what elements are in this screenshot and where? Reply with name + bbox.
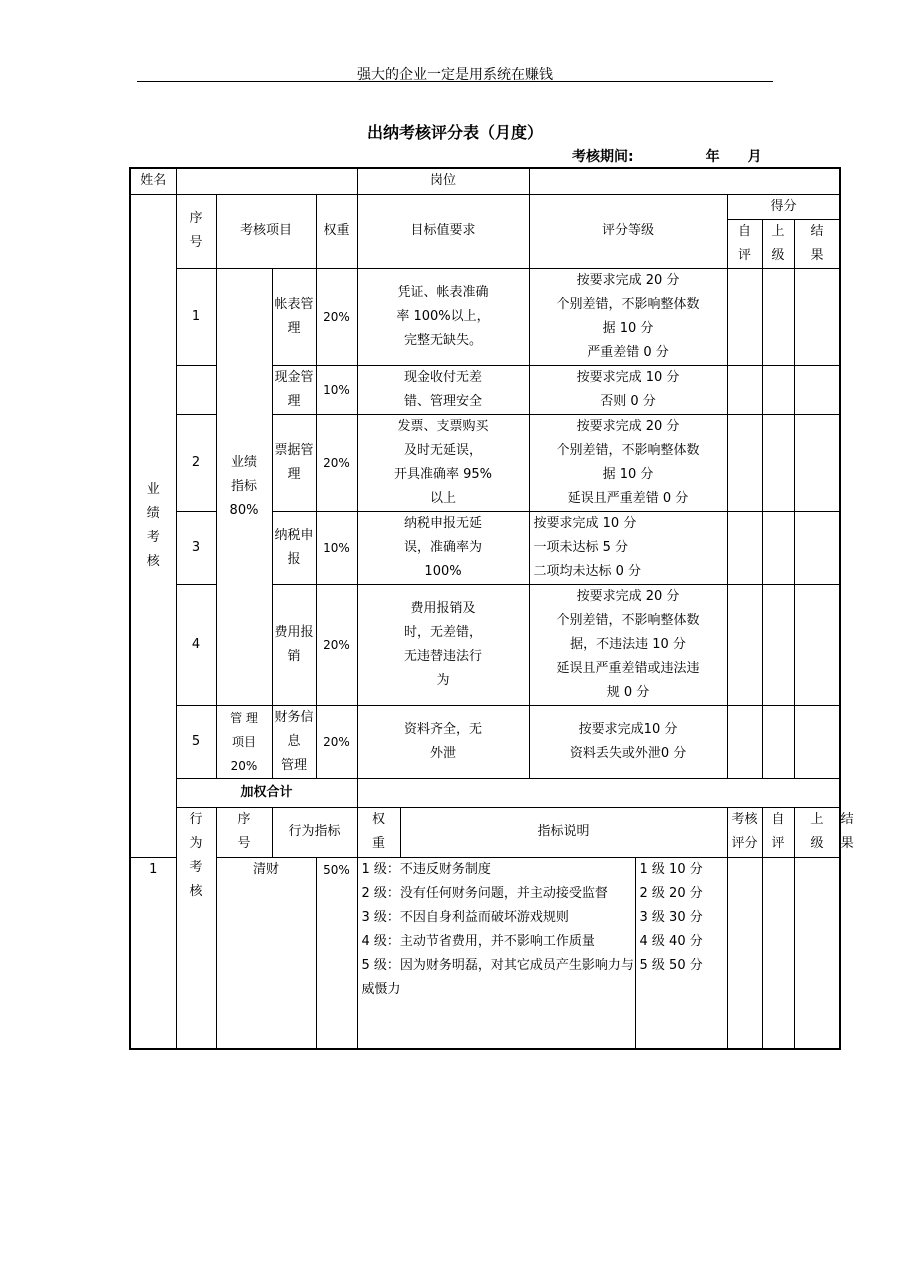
header-rule: [137, 81, 773, 82]
perf-row-self-score[interactable]: [727, 584, 762, 705]
perf-row-no: 2: [176, 414, 216, 511]
name-field[interactable]: [176, 168, 357, 194]
behavior-header-indicator: 行为指标: [272, 807, 357, 857]
period-year: 年: [705, 149, 720, 165]
perf-row-item: 现金管理: [272, 365, 316, 414]
behavior-row-superior-score[interactable]: [762, 857, 794, 1049]
behavior-row-weight: 50%: [316, 857, 357, 1049]
perf-header-result: 结 果: [794, 219, 840, 268]
perf-row-weight: 20%: [316, 584, 357, 705]
perf-row-superior-score[interactable]: [762, 414, 794, 511]
perf-row-weight: 10%: [316, 511, 357, 584]
perf-row-no: 1: [176, 268, 216, 365]
perf-row-result[interactable]: [794, 268, 840, 365]
perf-row-self-score[interactable]: [727, 268, 762, 365]
perf-row-weight: 20%: [316, 705, 357, 778]
behavior-section-label: 行 为 考 核: [176, 807, 216, 1049]
behavior-row-indicator: 清财: [216, 857, 316, 1049]
perf-row-grade: 按要求完成 10 分 一项未达标 5 分 二项均未达标 0 分: [529, 511, 727, 584]
perf-row-superior-score[interactable]: [762, 511, 794, 584]
perf-row-target: 发票、支票购买 及时无延误， 开具准确率 95% 以上: [357, 414, 529, 511]
perf-row-result[interactable]: [794, 365, 840, 414]
page-title: 出纳考核评分表（月度）: [366, 123, 543, 142]
perf-row-superior-score[interactable]: [762, 365, 794, 414]
behavior-row-result[interactable]: [794, 857, 840, 1049]
perf-row-self-score[interactable]: [727, 414, 762, 511]
behavior-header-desc: 指标说明: [400, 807, 727, 857]
perf-row-item: 票据管理: [272, 414, 316, 511]
perf-row-no: [176, 365, 216, 414]
perf-header-no: 序 号: [176, 194, 216, 268]
post-label: 岗位: [357, 168, 529, 194]
behavior-header-superior: 上 级: [794, 807, 840, 857]
perf-row-weight: 10%: [316, 365, 357, 414]
perf-header-item: 考核项目: [216, 194, 316, 268]
perf-row-item: 帐表管理: [272, 268, 316, 365]
perf-row-grade: 按要求完成10 分 资料丢失或外泄0 分: [529, 705, 727, 778]
perf-group-label: 业绩 指标 80%: [216, 268, 272, 705]
mgmt-group-label: 管 理 项目 20%: [216, 705, 272, 778]
behavior-header-score: 考核评分: [727, 807, 762, 857]
behavior-header-weight: 权 重: [357, 807, 400, 857]
perf-row-superior-score[interactable]: [762, 705, 794, 778]
perf-header-target: 目标值要求: [357, 194, 529, 268]
period-label: 考核期间:: [572, 149, 634, 165]
post-field[interactable]: [529, 168, 840, 194]
perf-header-superior: 上 级: [762, 219, 794, 268]
perf-section-label: 业 绩 考 核: [130, 194, 176, 857]
perf-row-superior-score[interactable]: [762, 268, 794, 365]
perf-row-weight: 20%: [316, 414, 357, 511]
perf-row-result[interactable]: [794, 584, 840, 705]
behavior-header-no: 序 号: [216, 807, 272, 857]
perf-row-result[interactable]: [794, 705, 840, 778]
perf-header-score: 得分: [727, 194, 840, 219]
perf-header-self: 自 评: [727, 219, 762, 268]
perf-row-weight: 20%: [316, 268, 357, 365]
evaluation-form: 姓名 岗位 业 绩 考 核 序 号 考核项目 权重 目标值要求 评分等级 得分 自 评 上 级 结 果 1 业绩 指标 80% 帐表管理 20% 凭证、帐表准确 率 100%以上， 完整无缺失。 按要求完成 20 分 个别差错，不影响整体数 据 10 分 严重差错 0 分 现金管理 10% 现金收付无差 错、管理安全 按要求完成 10 分 否则 0 分 2 票据管理 20% 发票、支票购买 及时无延误， 开具准确率 95% 以上 按要求完成 20 分 个别差错，不影响整体数 据 10 分 延误且严重差错 0 分 3 纳税申报 10% 纳税申报无延 误，准确率为 100% 按要求完成 10 分 一项未达标 5 分 二项均未达标 0 分 4 费用报销 20% 费用报销及 时，无差错， 无违替违法行 为 按要求完成 20 分 个别差错，不影响整体数 据，不违法违 10 分 延误且严重差错或违法违 规 0 分 5 管 理 项目 20% 财务信息 管理 20% 资料齐全，无 外泄 按要求完成10 分 资料丢失或外泄0 分 加权合计 行 为 考 核 序 号 行为指标 权 重 指标说明 考核评分 自 评 上 级 结 果 1 清财 50% 1 级：不违反财务制度 2 级：没有任何财务问题，并主动接受监督 3 级：不因自身利益而破坏游戏规则 4 级：主动节省费用，并不影响工作质量 5 级：因为财务明磊，对其它成员产生影响力与威慑力 1 级 10 分 2 级 20 分 3 级 30 分 4 级 40 分 5 级 50 分: [129, 167, 841, 1050]
perf-row-target: 费用报销及 时，无差错， 无违替违法行 为: [357, 584, 529, 705]
perf-row-self-score[interactable]: [727, 365, 762, 414]
perf-row-self-score[interactable]: [727, 511, 762, 584]
perf-row-item: 财务信息 管理: [272, 705, 316, 778]
behavior-row-score: 1 级 10 分 2 级 20 分 3 级 30 分 4 级 40 分 5 级 50 分: [635, 857, 727, 1049]
weighted-total-value[interactable]: [357, 778, 840, 807]
perf-row-grade: 按要求完成 20 分 个别差错，不影响整体数 据 10 分 严重差错 0 分: [529, 268, 727, 365]
perf-row-result[interactable]: [794, 511, 840, 584]
behavior-row-no: 1: [130, 857, 176, 1049]
behavior-row-self-score[interactable]: [727, 857, 762, 1049]
perf-header-weight: 权重: [316, 194, 357, 268]
header-slogan: 强大的企业一定是用系统在赚钱: [357, 67, 553, 83]
perf-row-target: 资料齐全，无 外泄: [357, 705, 529, 778]
perf-row-item: 费用报销: [272, 584, 316, 705]
perf-row-target: 凭证、帐表准确 率 100%以上， 完整无缺失。: [357, 268, 529, 365]
period-month: 月: [747, 149, 762, 165]
weighted-total-label: 加权合计: [176, 778, 357, 807]
perf-row-grade: 按要求完成 20 分 个别差错，不影响整体数 据，不违法违 10 分 延误且严重差错或违法违 规 0 分: [529, 584, 727, 705]
perf-row-result[interactable]: [794, 414, 840, 511]
perf-row-target: 现金收付无差 错、管理安全: [357, 365, 529, 414]
perf-row-no: 3: [176, 511, 216, 584]
name-label: 姓名: [130, 168, 176, 194]
behavior-header-self: 自 评: [762, 807, 794, 857]
assessment-period: [572, 146, 762, 166]
perf-row-no: 4: [176, 584, 216, 705]
perf-header-grade: 评分等级: [529, 194, 727, 268]
perf-row-superior-score[interactable]: [762, 584, 794, 705]
perf-row-grade: 按要求完成 10 分 否则 0 分: [529, 365, 727, 414]
perf-row-self-score[interactable]: [727, 705, 762, 778]
perf-row-target: 纳税申报无延 误，准确率为 100%: [357, 511, 529, 584]
perf-row-no: 5: [176, 705, 216, 778]
behavior-row-desc: 1 级：不违反财务制度 2 级：没有任何财务问题，并主动接受监督 3 级：不因自身利益而破坏游戏规则 4 级：主动节省费用，并不影响工作质量 5 级：因为财务明磊，对其它成员产生影响力与威慑力: [357, 857, 635, 1049]
perf-row-item: 纳税申报: [272, 511, 316, 584]
perf-row-grade: 按要求完成 20 分 个别差错，不影响整体数 据 10 分 延误且严重差错 0 分: [529, 414, 727, 511]
